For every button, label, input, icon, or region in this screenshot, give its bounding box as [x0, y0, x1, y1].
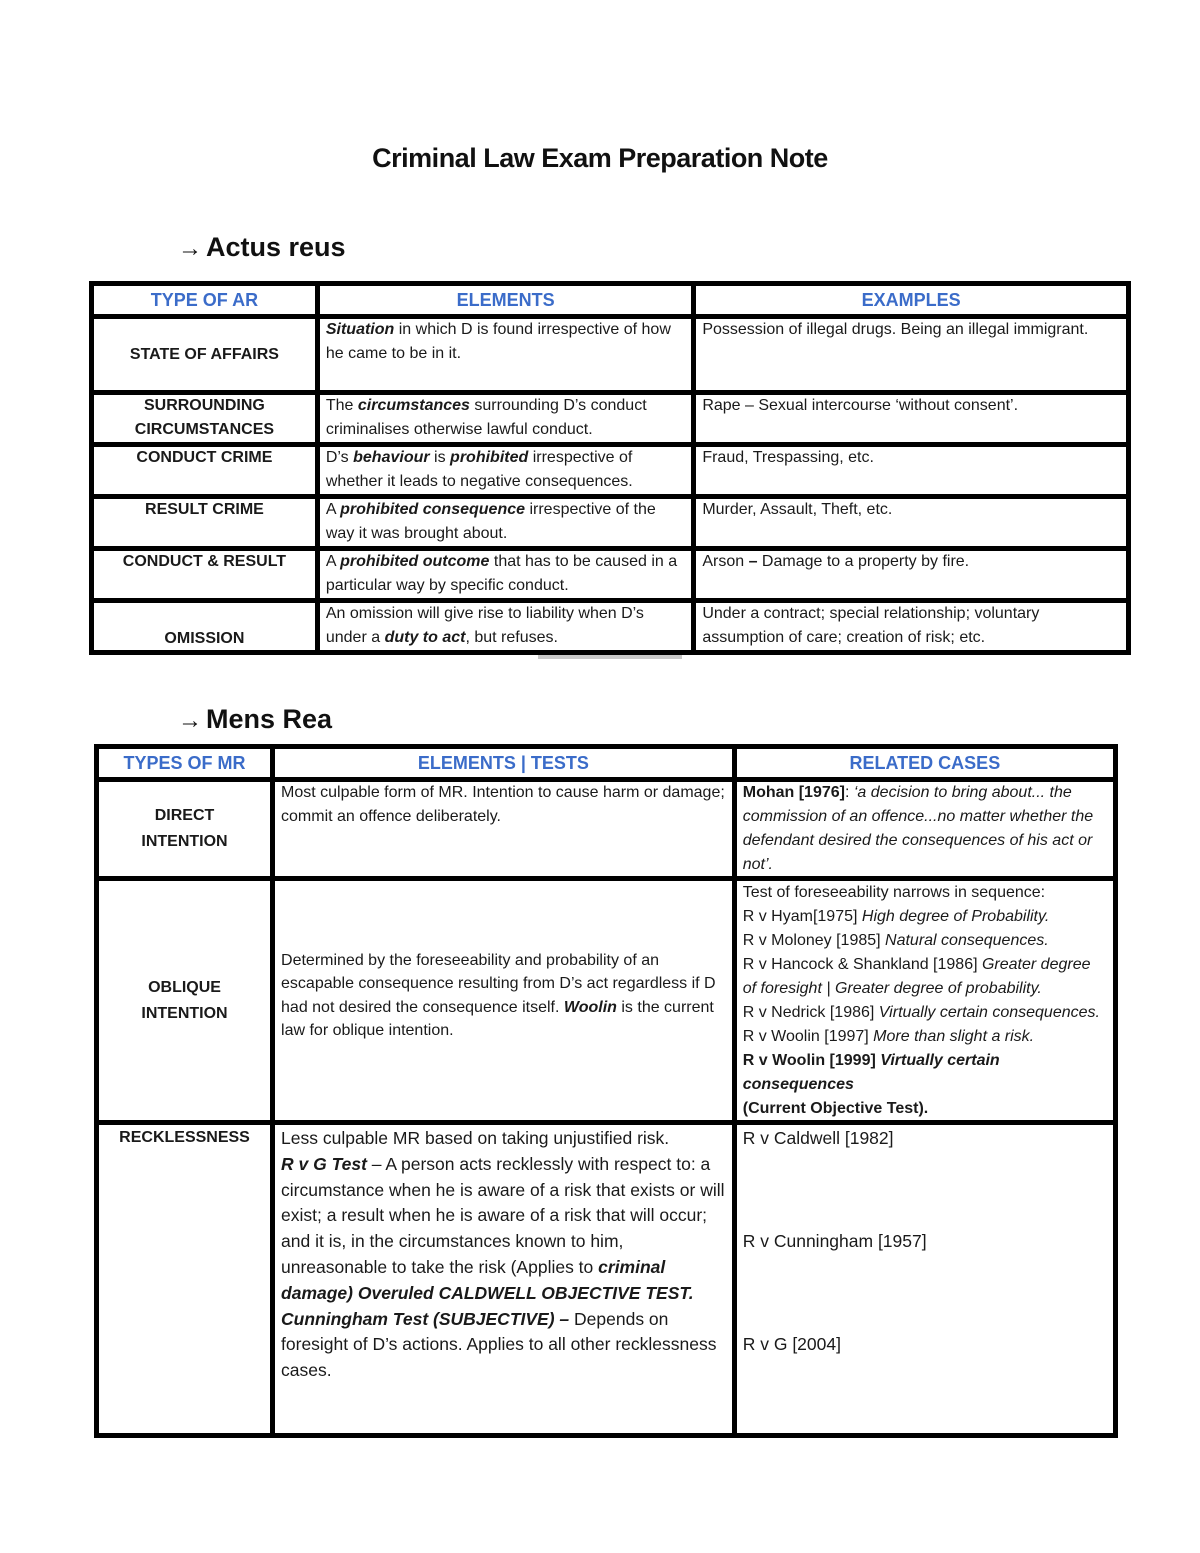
mr-type: RECKLESSNESS: [98, 1124, 271, 1434]
divider: [538, 655, 682, 659]
table-row: [93, 446, 1127, 495]
mr-elements: Most culpable form of MR. Intention to cause harm or damage; commit an offence deliberately.: [274, 781, 733, 877]
mens-rea-heading: [178, 704, 332, 735]
mr-type: OBLIQUE INTENTION: [98, 880, 271, 1121]
ar-elements: The circumstances surrounding D’s conduct criminalises otherwise lawful conduct.: [319, 394, 692, 443]
ar-examples: Murder, Assault, Theft, etc.: [695, 498, 1127, 547]
ar-elements: Situation in which D is found irrespective of how he came to be in it.: [319, 318, 692, 391]
ar-elements: A prohibited outcome that has to be caused in a particular way by specific conduct.: [319, 550, 692, 599]
ar-type: OMISSION: [93, 602, 316, 651]
ar-elements: D’s behaviour is prohibited irrespective of whether it leads to negative consequences.: [319, 446, 692, 495]
mr-elements: Less culpable MR based on taking unjustified risk. R v G Test – A person acts recklessly with respect to: a circumstance when he is aware of a risk that exists or will exist; a result when he is aware of a risk that will occur; and it is, in the circumstances known to him, unreasonable to take the risk (Applies to criminal damage) Overuled CALDWELL OBJECTIVE TEST. Cunningham Test (SUBJECTIVE) – Depends on foresight of D’s actions. Applies to all other recklessness cases.: [274, 1124, 733, 1434]
ar-examples: Possession of illegal drugs. Being an illegal immigrant.: [695, 318, 1127, 391]
table-row: [98, 1124, 1114, 1434]
ar-type: CONDUCT CRIME: [93, 446, 316, 495]
actus-reus-heading-text: Actus reus: [206, 232, 346, 262]
ar-examples: Under a contract; special relationship; voluntary assumption of care; creation of risk; etc.: [695, 602, 1127, 651]
actus-reus-table: [89, 281, 1131, 655]
table-row: [93, 394, 1127, 443]
ar-type: SURROUNDING CIRCUMSTANCES: [93, 394, 316, 443]
ar-examples: Fraud, Trespassing, etc.: [695, 446, 1127, 495]
column-header: EXAMPLES: [695, 285, 1127, 315]
column-header: TYPES OF MR: [98, 748, 271, 778]
table-header-row: [98, 748, 1114, 778]
ar-examples: Rape – Sexual intercourse ‘without consent’.: [695, 394, 1127, 443]
arrow-right-icon: →: [178, 235, 202, 262]
table-row: [93, 550, 1127, 599]
ar-type: STATE OF AFFAIRS: [93, 318, 316, 391]
page-title: Criminal Law Exam Preparation Note: [372, 143, 828, 173]
table-header-row: [93, 285, 1127, 315]
ar-elements: A prohibited consequence irrespective of the way it was brought about.: [319, 498, 692, 547]
mr-cases: R v Caldwell [1982] R v Cunningham [1957] R v G [2004]: [736, 1124, 1114, 1434]
arrow-right-icon: →: [178, 707, 202, 734]
column-header: RELATED CASES: [736, 748, 1114, 778]
actus-reus-heading: [178, 232, 346, 263]
mr-cases: Mohan [1976]: ‘a decision to bring about... the commission of an offence...no matter whether the defendant desired the consequences of his act or not’.: [736, 781, 1114, 877]
mr-cases: Test of foreseeability narrows in sequence: R v Hyam[1975] High degree of Probability. R v Moloney [1985] Natural consequences. R v Hancock & Shankland [1986] Greater degree of foresight | Greater degree of probability. R v Nedrick [1986] Virtually certain consequences. R v Woolin [1997] More than slight a risk. R v Woolin [1999] Virtually certain consequences (Current Objective Test).: [736, 880, 1114, 1121]
table-row: [98, 781, 1114, 877]
column-header: ELEMENTS | TESTS: [274, 748, 733, 778]
table-row: [93, 602, 1127, 651]
mens-rea-table: [94, 744, 1118, 1438]
ar-elements: An omission will give rise to liability when D’s under a duty to act, but refuses.: [319, 602, 692, 651]
column-header: ELEMENTS: [319, 285, 692, 315]
mens-rea-heading-text: Mens Rea: [206, 704, 333, 734]
table-row: [93, 318, 1127, 391]
ar-type: RESULT CRIME: [93, 498, 316, 547]
ar-examples: Arson – Damage to a property by fire.: [695, 550, 1127, 599]
table-row: [98, 880, 1114, 1121]
mr-elements: Determined by the foreseeability and probability of an escapable consequence resulting from D’s act regardless if D had not desired the consequence itself. Woolin is the current law for oblique intention.: [274, 880, 733, 1121]
ar-type: CONDUCT & RESULT: [93, 550, 316, 599]
column-header: TYPE OF AR: [93, 285, 316, 315]
mr-type: DIRECT INTENTION: [98, 781, 271, 877]
table-row: [93, 498, 1127, 547]
